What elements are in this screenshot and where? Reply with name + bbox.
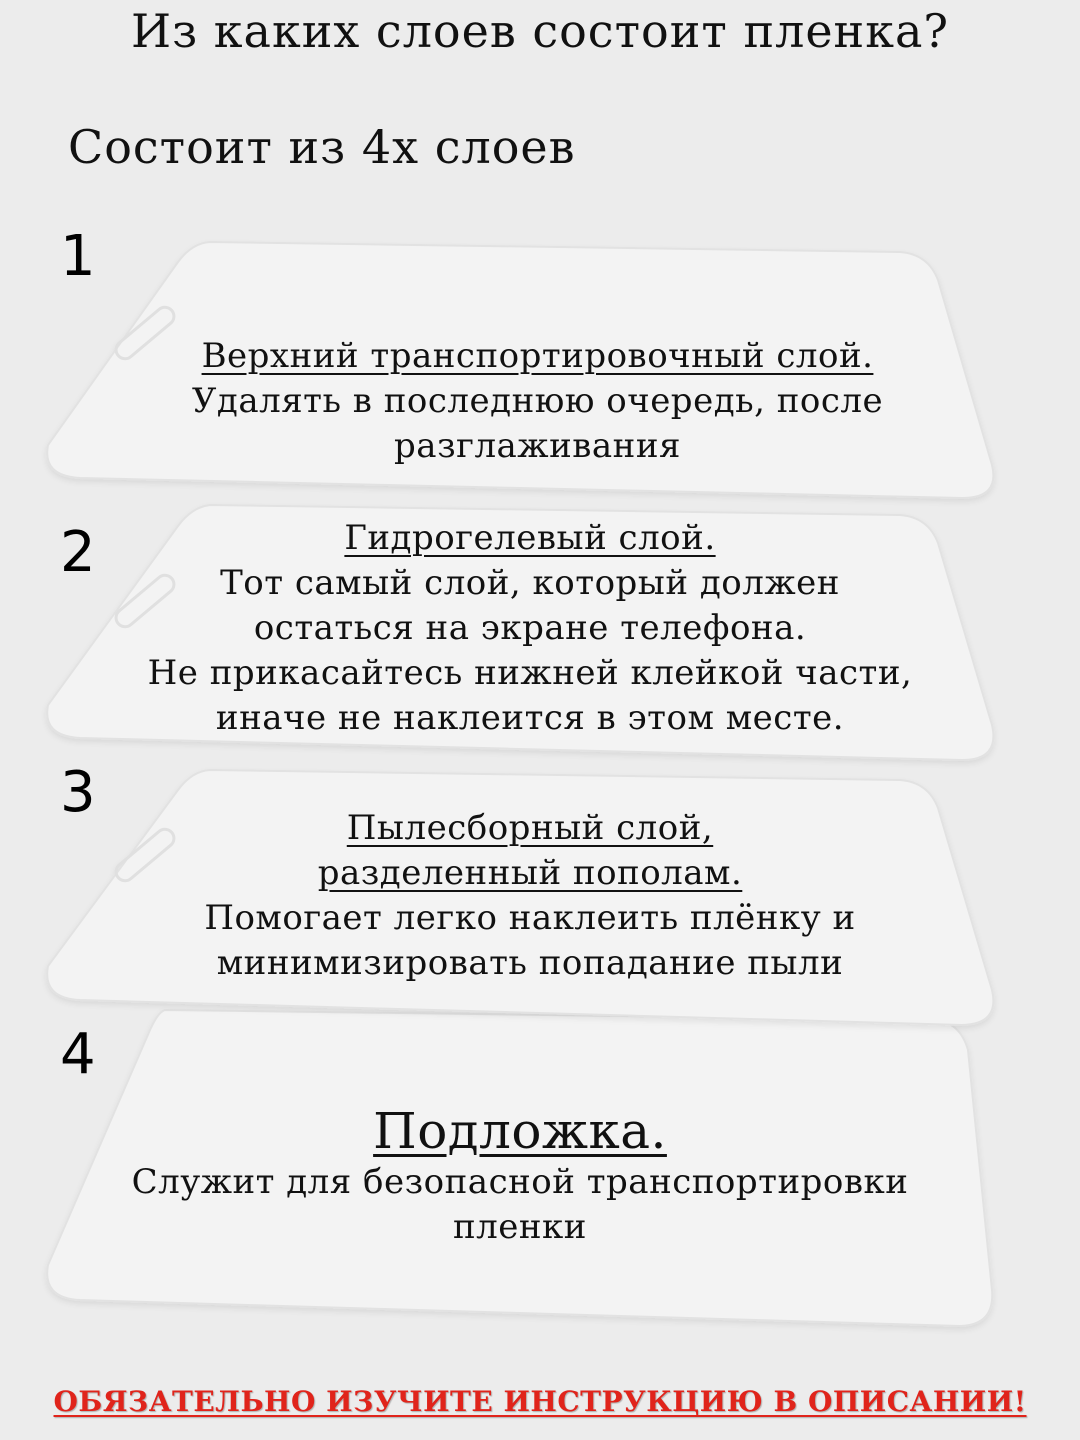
layer-number-4: 4: [60, 1022, 96, 1087]
layer-number-2: 2: [60, 520, 96, 585]
layer-4-line: Служит для безопасной транспортировки: [131, 1162, 909, 1202]
layer-1-line: разглаживания: [394, 426, 681, 466]
layer-2-description: [80, 516, 980, 741]
layer-2-line: остаться на экране телефона.: [253, 608, 807, 648]
page-subtitle: Состоит из 4х слоев: [68, 120, 576, 174]
layer-3-line: Помогает легко наклеить плёнку и: [204, 898, 856, 938]
layer-3-heading-line: Пылесборный слой,: [346, 808, 714, 848]
layer-3-heading: [80, 806, 980, 851]
layer-2-line: иначе не наклеится в этом месте.: [215, 698, 845, 738]
layer-4-description: [80, 1102, 960, 1250]
layer-3-description: [80, 806, 980, 986]
instruction-warning: ОБЯЗАТЕЛЬНО ИЗУЧИТЕ ИНСТРУКЦИЮ В ОПИСАНИИ!: [53, 1385, 1027, 1418]
layer-3-heading-line: разделенный пополам.: [317, 853, 743, 893]
layer-1-line: Удалять в последнюю очередь, после: [191, 381, 884, 421]
layer-2-heading: Гидрогелевый слой.: [344, 518, 716, 558]
layer-4-heading: Подложка.: [373, 1102, 667, 1160]
layer-2-line: Не прикасайтесь нижней клейкой части,: [147, 653, 913, 693]
layer-1-description: [100, 334, 975, 469]
layer-number-3: 3: [60, 760, 96, 825]
layer-3-line: минимизировать попадание пыли: [216, 943, 844, 983]
layer-3-heading: [80, 851, 980, 896]
layer-number-1: 1: [60, 224, 96, 289]
layer-1-heading: Верхний транспортировочный слой.: [201, 336, 874, 376]
layer-4-line: пленки: [453, 1207, 587, 1247]
layer-2-line: Тот самый слой, который должен: [220, 563, 840, 603]
page-title: Из каких слоев состоит пленка?: [130, 4, 950, 58]
